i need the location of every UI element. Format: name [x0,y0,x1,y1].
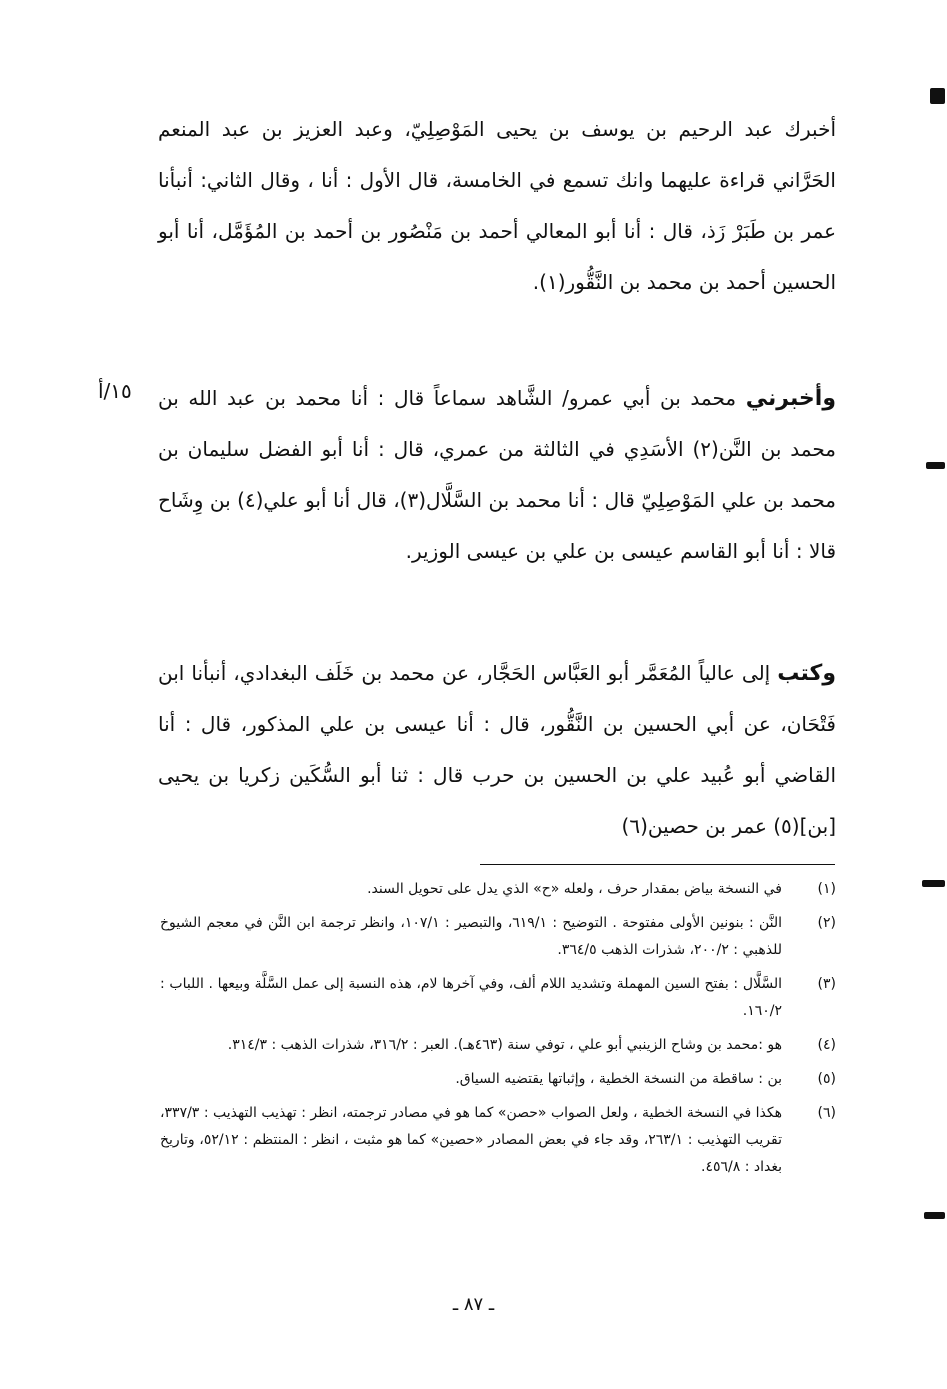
paragraph-1 [158,104,836,308]
paragraph-2-text: محمد بن أبي عمرو/ الشَّاهد سماعاً قال : أنا محمد بن عبد الله بن محمد بن النَّن(٢) الأسَدِي في الثالثة من عمري، قال : أنا أبو الفضل سليمان بن محمد بن علي المَوْصِلِيّ قال : أنا محمد بن السَّلَّال(٣)، قال أنا أبو علي(٤) بن وِشَاح قالا : أنا أبو القاسم عيسى بن علي بن عيسى الوزير. [158,386,837,563]
footnote-text: هو :محمد بن وشاح الزينبي أبو علي ، توفي سنة (٤٦٣هـ). العبر : ٣١٦/٢، شذرات الذهب : ٣١٤/٣. [227,1037,782,1053]
paragraph-3 [158,648,836,852]
page-number: ـ ٨٧ ـ [452,1294,495,1315]
footnote-5 [160,1066,836,1093]
scan-edge-mark [922,880,945,887]
footnote-4 [160,1032,836,1059]
paragraph-1-text: أخبرك عبد الرحيم بن يوسف بن يحيى المَوْصِلِيّ، وعبد العزيز بن عبد المنعم الحَرَّاني قراءة عليهما وانك تسمع في الخامسة، قال الأول : أنا ، وقال الثاني: أنبأنا عمر بن طَبَرْ زَذ، قال : أنا أبو المعالي أحمد بن مَنْصُور بن أحمد بن المُؤَمَّل، أنا أبو الحسين أحمد بن محمد بن النَّقُّور(١). [158,117,836,294]
footnote-1 [160,876,836,903]
footnote-separator [480,864,835,865]
scan-edge-mark [926,462,945,469]
footnote-number: (٢) [817,915,836,931]
footnote-text: بن : ساقطة من النسخة الخطية ، وإثباتها يقتضيه السياق. [455,1071,782,1087]
footnote-number: (٣) [817,976,836,992]
footnote-number: (٤) [817,1037,836,1053]
footnote-text: هكذا في النسخة الخطية ، ولعل الصواب «حصن» كما هو في مصادر ترجمته، انظر : تهذيب التهذيب : ٣٣٧/٣، تقريب التهذيب : ٢٦٣/١، وقد جاء في بعض المصادر «حصين» كما هو مثبت ، انظر : المنتظم : ٥٢/١٢، وتاريخ بغداد : ٤٥٦/٨. [160,1105,782,1175]
footnote-number: (١) [817,881,836,897]
paragraph-2-lead: وأخبرني [745,386,836,411]
footnote-6 [160,1100,836,1181]
footnote-number: (٦) [817,1105,836,1121]
footnote-text: النَّن : بنونين الأولى مفتوحة . التوضيح : ٦١٩/١، والتبصير : ١٠٧/١، وانظر ترجمة ابن النَّن في معجم الشيوخ للذهبي : ٢٠٠/٢، شذرات الذهب ٣٦٤/٥. [160,915,783,958]
margin-folio-note: ١٥/أ [98,379,132,403]
footnote-text: في النسخة بياض بمقدار حرف ، ولعله «ح» الذي يدل على تحويل السند. [367,881,782,897]
paragraph-3-lead: وكتب [777,661,836,686]
footnote-3 [160,971,836,1025]
paragraph-2 [158,373,836,577]
footnote-number: (٥) [817,1071,836,1087]
paragraph-3-text: إلى عالياً المُعَمَّر أبو العَبَّاس الحَجَّار، عن محمد بن خَلَف البغدادي، أنبأنا ابن فَتْحَان، عن أبي الحسين بن النَّقُّور، قال : أنا عيسى بن علي المذكور، قال : أنا القاضي أبو عُبيد علي بن الحسين بن حرب قال : ثنا أبو السُّكَين زكريا بن يحيى [بن](٥) عمر بن حصين(٦) [158,661,836,838]
footnote-2 [160,910,836,964]
scan-edge-mark [924,1212,945,1219]
footnotes-list [160,876,836,1188]
footnote-text: السَّلَّال : بفتح السين المهملة وتشديد اللام ألف، وفي آخرها لام، هذه النسبة إلى عمل السَّلَّة وبيعها . اللباب : ١٦٠/٢. [160,976,782,1019]
scan-edge-mark [930,88,945,104]
